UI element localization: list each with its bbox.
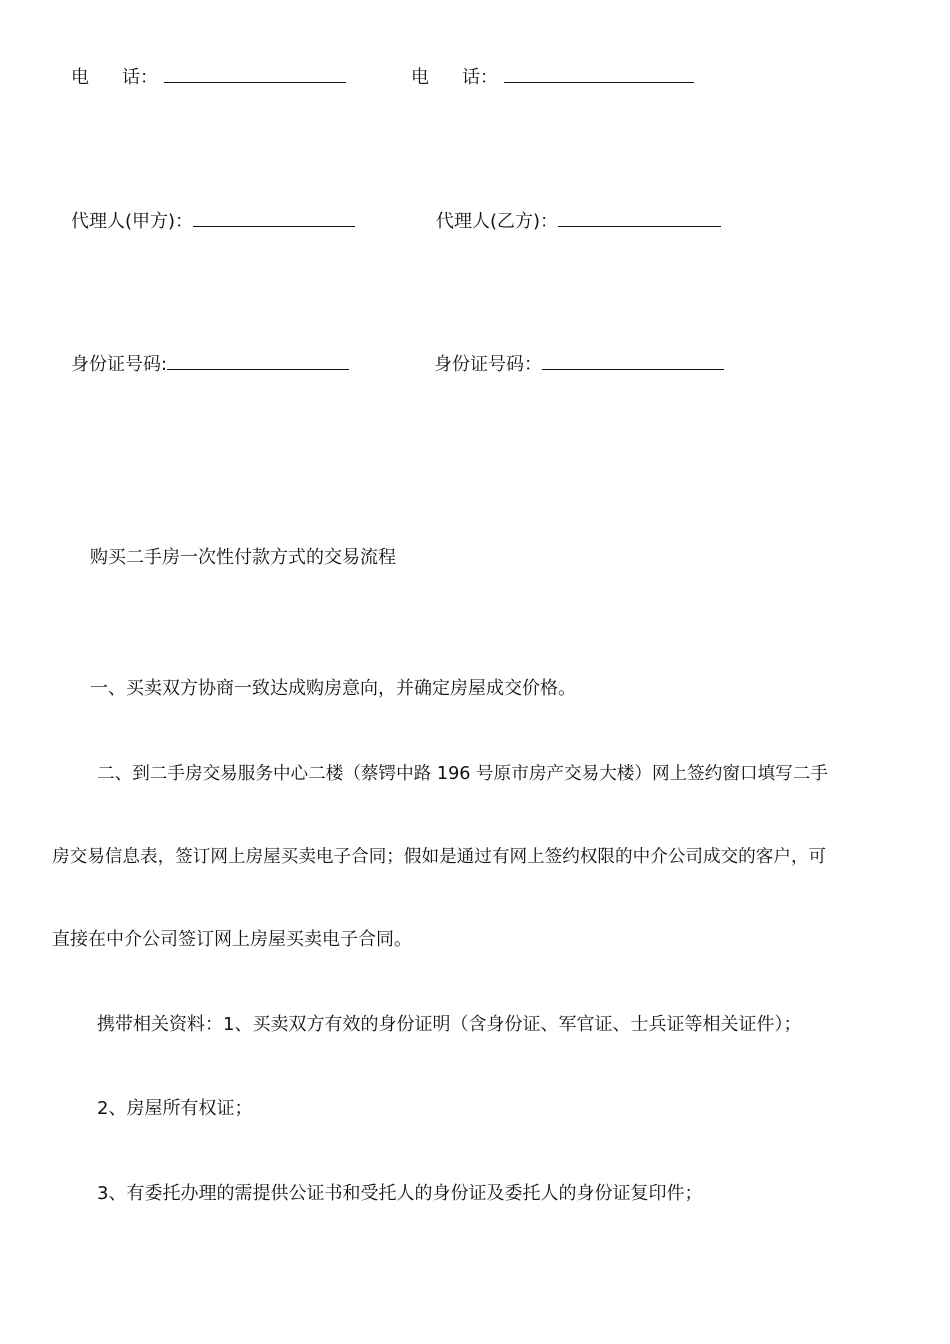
agent-label-party-a: 代理人(甲方)： — [71, 211, 194, 232]
phone-row-b — [411, 64, 694, 90]
id-label-party-b: 身份证号码： — [434, 354, 542, 375]
id-row-a — [71, 351, 349, 377]
document-title: 购买二手房一次性付款方式的交易流程 — [90, 547, 396, 568]
phone-row — [71, 64, 346, 90]
id-blank-party-a[interactable] — [167, 351, 349, 370]
agent-row-a — [71, 208, 355, 234]
step-2-line-3: 直接在中介公司签订网上房屋买卖电子合同。 — [52, 929, 412, 950]
id-row-b — [434, 351, 724, 377]
agent-blank-party-a[interactable] — [193, 208, 355, 227]
phone-label-party-b-char1: 电 — [411, 67, 429, 88]
phone-label-party-a-char1: 电 — [71, 67, 89, 88]
materials-item-1: 携带相关资料：1、买卖双方有效的身份证明（含身份证、军官证、士兵证等相关证件）； — [97, 1014, 802, 1035]
id-label-party-a: 身份证号码: — [71, 354, 168, 375]
phone-blank-party-a[interactable] — [164, 64, 346, 83]
step-1-text: 一、买卖双方协商一致达成购房意向，并确定房屋成交价格。 — [90, 678, 576, 699]
materials-item-3: 3、有委托办理的需提供公证书和受托人的身份证及委托人的身份证复印件； — [97, 1183, 703, 1204]
agent-blank-party-b[interactable] — [558, 208, 721, 227]
materials-item-2: 2、房屋所有权证； — [97, 1098, 253, 1119]
agent-label-party-b: 代理人(乙方)： — [436, 211, 559, 232]
id-blank-party-b[interactable] — [542, 351, 724, 370]
agent-row-b — [436, 208, 721, 234]
phone-blank-party-b[interactable] — [504, 64, 694, 83]
step-2-line-2: 房交易信息表，签订网上房屋买卖电子合同；假如是通过有网上签约权限的中介公司成交的客户，可 — [52, 847, 827, 867]
phone-label-party-b-char2: 话： — [462, 67, 498, 88]
step-2-line-1: 二、到二手房交易服务中心二楼（蔡锷中路 196 号原市房产交易大楼）网上签约窗口填写二手 — [97, 764, 828, 784]
phone-label-party-a-char2: 话： — [122, 67, 158, 88]
